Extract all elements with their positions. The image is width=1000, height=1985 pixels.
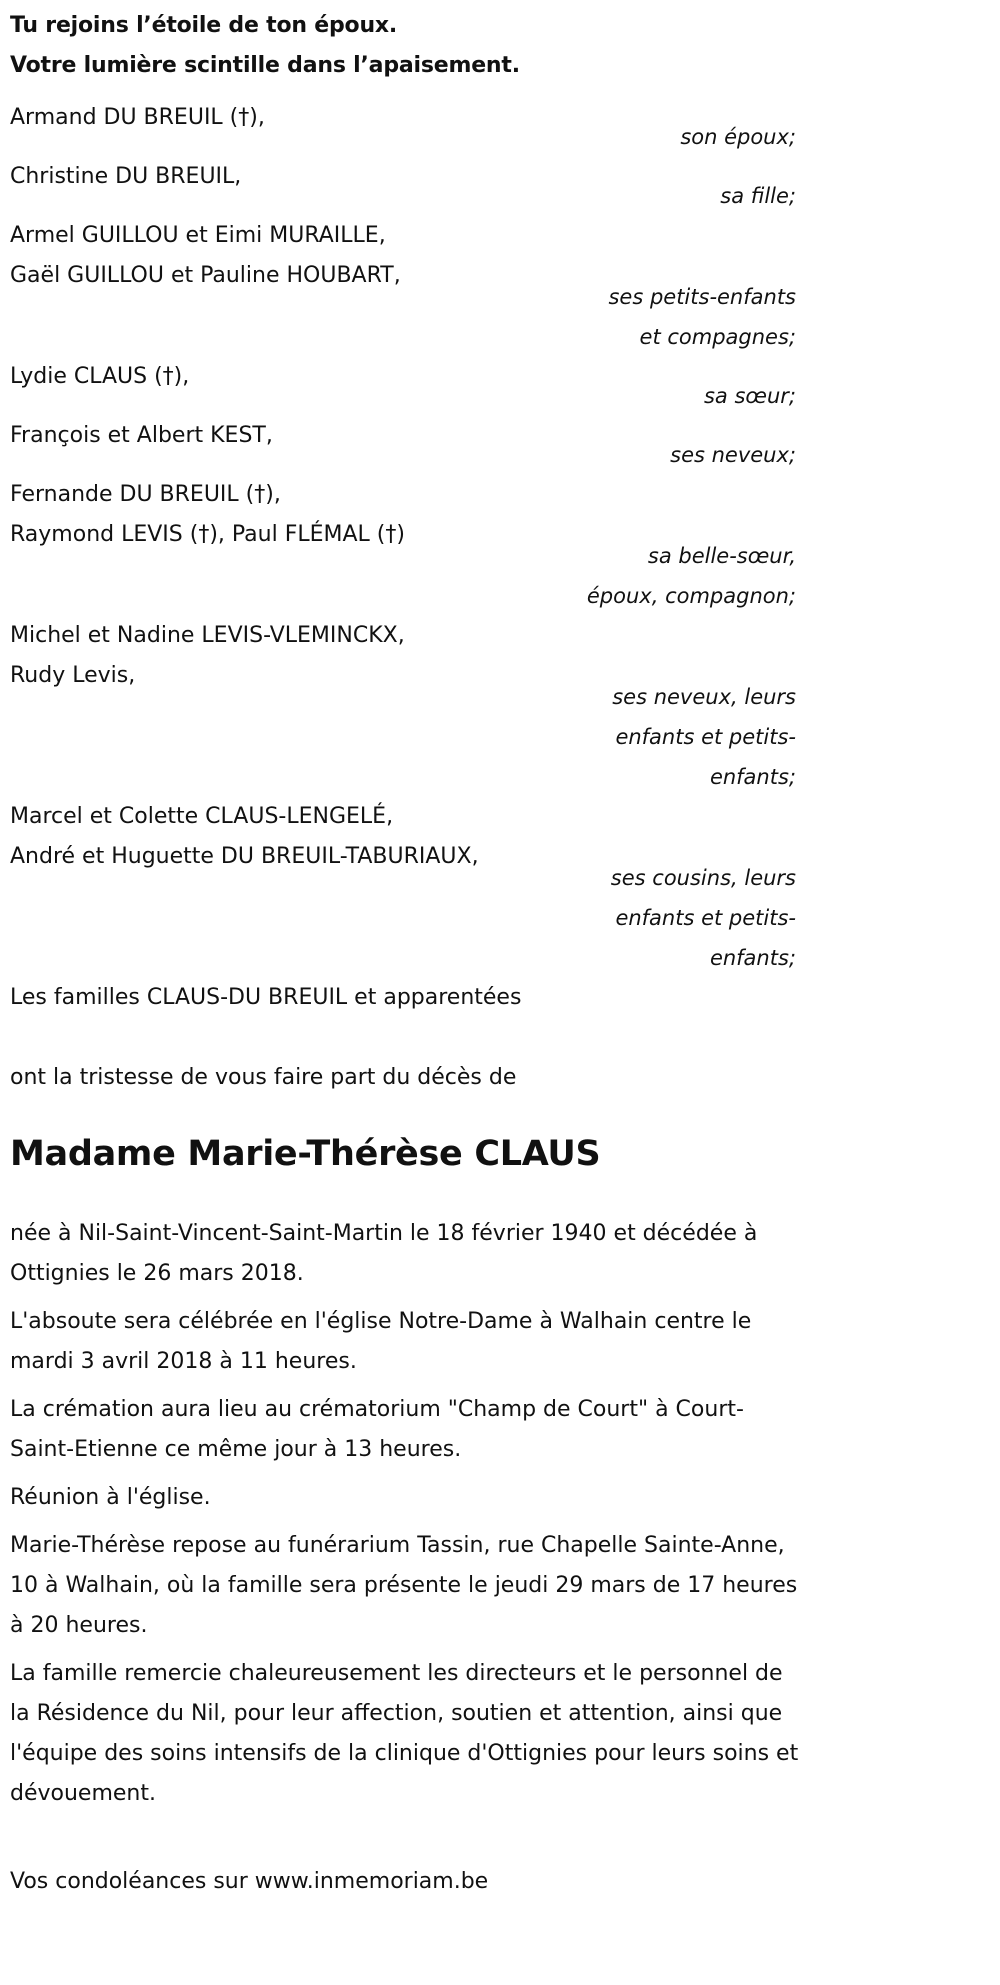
family-group-grandchildren bbox=[10, 216, 800, 357]
birth-death-paragraph: née à Nil-Saint-Vincent-Saint-Martin le 18 février 1940 et décédée à Ottignies le 26 mars 2018. bbox=[10, 1221, 758, 1286]
family-name: Rudy Levis, bbox=[10, 663, 136, 688]
family-group-sister bbox=[10, 357, 800, 416]
family-role: ses cousins, leurs enfants et petits- enfants; bbox=[610, 866, 796, 970]
family-group-spouse bbox=[10, 98, 800, 157]
deceased-name: Madame Marie-Thérèse CLAUS bbox=[10, 1134, 601, 1174]
family-group-cousins bbox=[10, 797, 800, 978]
family-role: ses neveux, leurs enfants et petits- enfants; bbox=[612, 685, 796, 789]
announcement: ont la tristesse de vous faire part du décès de bbox=[10, 1065, 517, 1090]
family-role: sa sœur; bbox=[703, 384, 796, 408]
epigraph bbox=[10, 6, 800, 86]
family-role: sa belle-sœur, époux, compagnon; bbox=[586, 544, 796, 608]
thanks-paragraph: La famille remercie chaleureusement les directeurs et le personnel de la Résidence du Nil, pour leur affection, soutien et attention, ainsi que l'équipe des soins intensifs de la clinique d'Ottignies pour leurs soins et dévouement. bbox=[10, 1661, 799, 1806]
epigraph-line-2: Votre lumière scintille dans l’apaisement. bbox=[10, 53, 520, 78]
family-name: Fernande DU BREUIL (†), bbox=[10, 482, 281, 507]
family-name: Raymond LEVIS (†), Paul FLÉMAL (†) bbox=[10, 522, 405, 547]
family-group-nephews-extended bbox=[10, 616, 800, 797]
condolences-line: Vos condoléances sur www.inmemoriam.be bbox=[10, 1869, 489, 1894]
family-name: Gaël GUILLOU et Pauline HOUBART, bbox=[10, 263, 401, 288]
family-role: ses neveux; bbox=[670, 443, 796, 467]
family-name: François et Albert KEST, bbox=[10, 423, 273, 448]
family-group-nephews bbox=[10, 416, 800, 475]
funeral-paragraph: L'absoute sera célébrée en l'église Notre-Dame à Walhain centre le mardi 3 avril 2018 à 11 heures. bbox=[10, 1309, 752, 1374]
funerarium-paragraph: Marie-Thérèse repose au funérarium Tassin, rue Chapelle Sainte-Anne, 10 à Walhain, où la famille sera présente le jeudi 29 mars de 17 heures à 20 heures. bbox=[10, 1533, 798, 1638]
family-group-daughter bbox=[10, 157, 800, 216]
family-role: ses petits-enfants et compagnes; bbox=[608, 285, 796, 349]
family-role: son époux; bbox=[680, 125, 796, 149]
family-role: sa fille; bbox=[720, 184, 796, 208]
family-name: Lydie CLAUS (†), bbox=[10, 364, 190, 389]
family-group-sister-in-law bbox=[10, 475, 800, 616]
family-name: Michel et Nadine LEVIS-VLEMINCKX, bbox=[10, 623, 405, 648]
reunion-paragraph: Réunion à l'église. bbox=[10, 1485, 211, 1510]
cremation-paragraph: La crémation aura lieu au crématorium "Champ de Court" à Court-Saint-Etienne ce même jour à 13 heures. bbox=[10, 1397, 744, 1462]
family-name: André et Huguette DU BREUIL-TABURIAUX, bbox=[10, 844, 479, 869]
family-name: Christine DU BREUIL, bbox=[10, 164, 242, 189]
family-name: Armand DU BREUIL (†), bbox=[10, 105, 265, 130]
family-list bbox=[10, 98, 800, 978]
family-name: Armel GUILLOU et Eimi MURAILLE, bbox=[10, 223, 386, 248]
family-name: Marcel et Colette CLAUS-LENGELÉ, bbox=[10, 804, 394, 829]
families-line: Les familles CLAUS-DU BREUIL et apparentées bbox=[10, 985, 522, 1010]
epigraph-line-1: Tu rejoins l’étoile de ton époux. bbox=[10, 13, 398, 38]
